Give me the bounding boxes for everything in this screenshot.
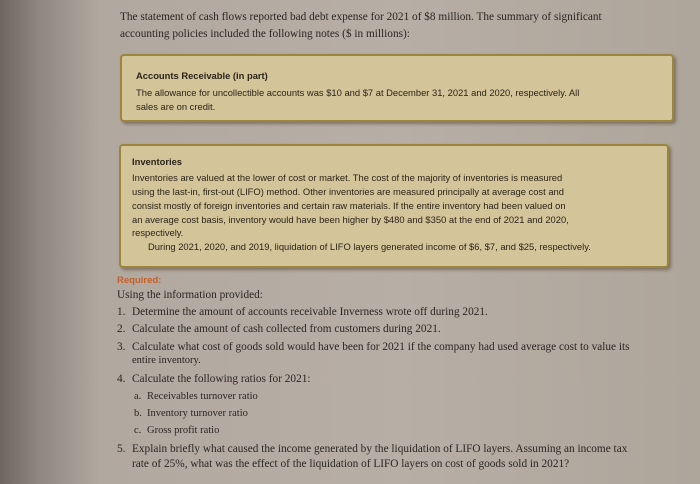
item-number: 3. [117,341,126,353]
item-number: 4. [117,373,126,385]
item-letter: b. [134,408,142,419]
note-line: respectively. [132,227,184,238]
item-letter: a. [134,391,142,402]
note-line: consist mostly of foreign inventories and certain raw materials. If the entire inventory had been valued on [132,200,566,211]
note-line: an average cost basis, inventory would have been higher by $480 and $350 at the end of 2021 and 2020, [132,214,569,225]
required-label: Required: [117,275,162,286]
question-3: Calculate what cost of goods sold would have been for 2021 if the company had used average cost to value its [132,341,630,353]
question-3-cont: entire inventory. [132,355,201,366]
note-line: During 2021, 2020, and 2019, liquidation of LIFO layers generated income of $6, $7, and $25, respectively. [148,241,591,252]
item-letter: c. [134,425,142,436]
note-heading: Accounts Receivable (in part) [136,70,268,81]
note-line: sales are on credit. [136,101,216,112]
question-1: Determine the amount of accounts receivable Inverness wrote off during 2021. [132,306,488,318]
note-heading: Inventories [132,156,183,167]
question-2: Calculate the amount of cash collected from customers during 2021. [132,323,441,335]
required-intro: Using the information provided: [117,289,263,301]
question-5-cont: rate of 25%, what was the effect of the liquidation of LIFO layers on cost of goods sold in 2021? [132,458,570,470]
question-4b: Inventory turnover ratio [147,408,248,419]
item-number: 1. [117,306,126,318]
question-4a: Receivables turnover ratio [147,391,258,402]
question-4c: Gross profit ratio [147,425,220,436]
note-line: using the last-in, first-out (LIFO) method. Other inventories are measured principally at average cost and [132,186,564,197]
question-4: Calculate the following ratios for 2021: [132,373,311,385]
intro-line: The statement of cash flows reported bad debt expense for 2021 of $8 million. The summary of significant [120,11,602,23]
intro-line: accounting policies included the following notes ($ in millions): [120,28,410,40]
accounts-receivable-note [120,54,674,122]
inventories-note [119,144,669,268]
question-5: Explain briefly what caused the income generated by the liquidation of LIFO layers. Assuming an income tax [132,443,628,455]
item-number: 2. [117,323,126,335]
item-number: 5. [117,443,126,455]
note-line: Inventories are valued at the lower of cost or market. The cost of the majority of inventories is measured [132,172,563,183]
note-line: The allowance for uncollectible accounts was $10 and $7 at December 31, 2021 and 2020, respectively. All [136,87,580,98]
